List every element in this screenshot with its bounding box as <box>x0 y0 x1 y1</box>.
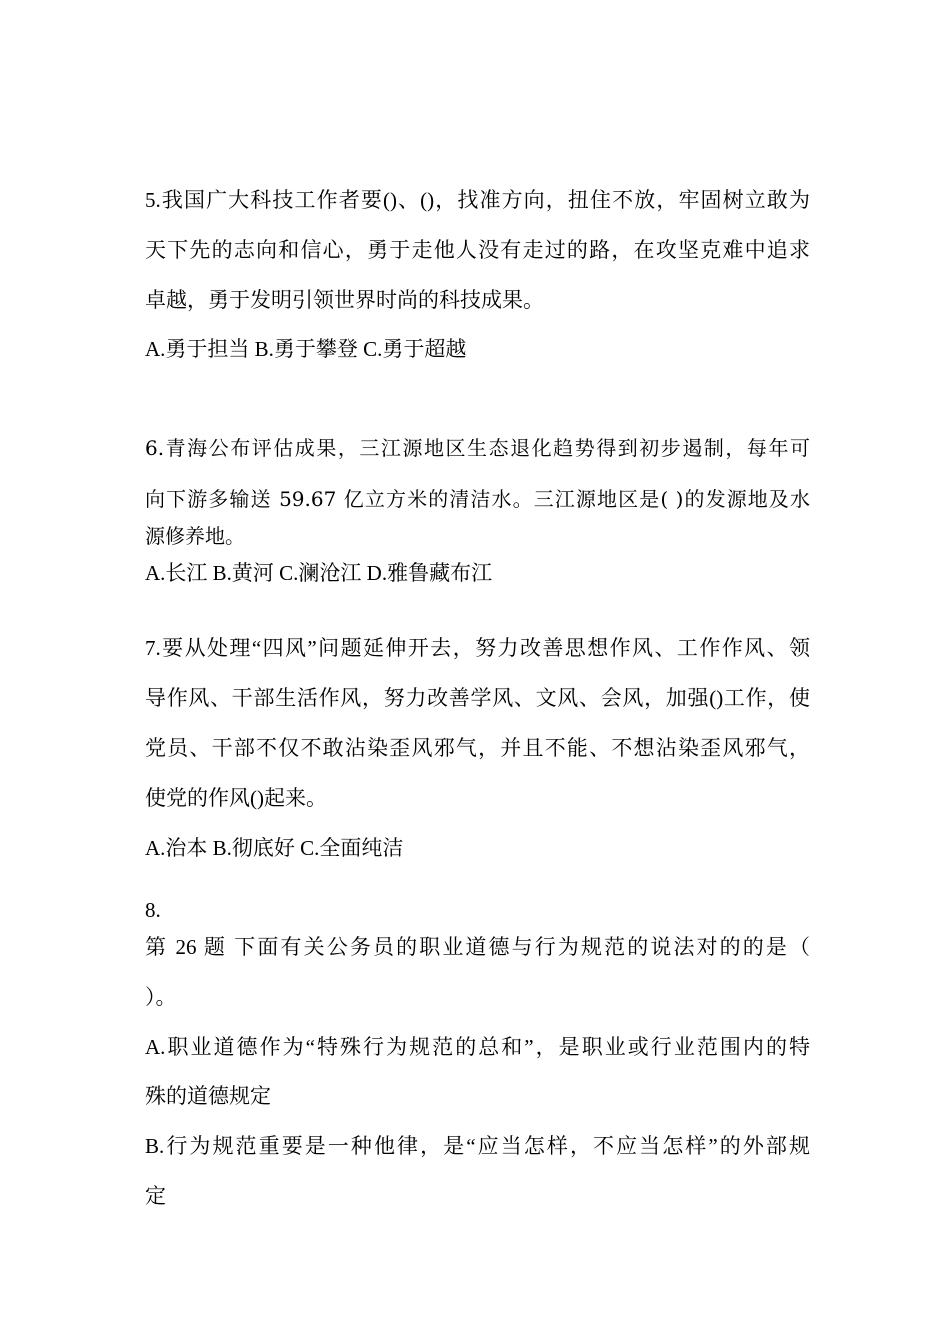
q7-line-1: 7.要从处理“四风”问题延伸开去，努力改善思想作风、工作作风、领 <box>145 636 810 660</box>
q7-options: A.治本 B.彻底好 C.全面纯洁 <box>145 836 404 860</box>
q7-line-3: 党员、干部不仅不敢沾染歪风邪气，并且不能、不想沾染歪风邪气， <box>145 736 810 760</box>
q7-line-4: 使党的作风()起来。 <box>145 786 327 810</box>
q7-line-2: 导作风、干部生活作风，努力改善学风、文风、会风，加强()工作，使 <box>145 686 810 710</box>
q8-option-b-line-2: 定 <box>145 1184 166 1208</box>
q8-line-2: ）。 <box>145 985 177 1009</box>
q6-line-2: 向下游多输送 59.67 亿立方米的清洁水。三江源地区是( )的发源地及水 <box>145 487 810 511</box>
q5-line-2: 天下先的志向和信心，勇于走他人没有走过的路，在攻坚克难中追求 <box>145 238 810 262</box>
q6-options: A.长江 B.黄河 C.澜沧江 D.雅鲁藏布江 <box>145 561 493 585</box>
q8-option-a-line-2: 殊的道德规定 <box>145 1084 271 1108</box>
q8-number: 8. <box>145 898 161 922</box>
q8-option-b-line-1: B.行为规范重要是一种他律，是“应当怎样，不应当怎样”的外部规 <box>145 1134 810 1158</box>
q8-option-a-line-1: A.职业道德作为“特殊行为规范的总和”，是职业或行业范围内的特 <box>145 1035 810 1059</box>
q6-line-1: 6.青海公布评估成果，三江源地区生态退化趋势得到初步遏制，每年可 <box>145 436 810 460</box>
q5-options: A.勇于担当 B.勇于攀登 C.勇于超越 <box>145 337 467 361</box>
q6-line-3: 源修养地。 <box>145 524 245 548</box>
q5-line-1: 5.我国广大科技工作者要()、()，找准方向，扭住不放，牢固树立敢为 <box>145 188 810 212</box>
q8-line-1: 第 26 题 下面有关公务员的职业道德与行为规范的说法对的的是（ <box>145 935 810 959</box>
q5-line-3: 卓越，勇于发明引领世界时尚的科技成果。 <box>145 288 544 312</box>
